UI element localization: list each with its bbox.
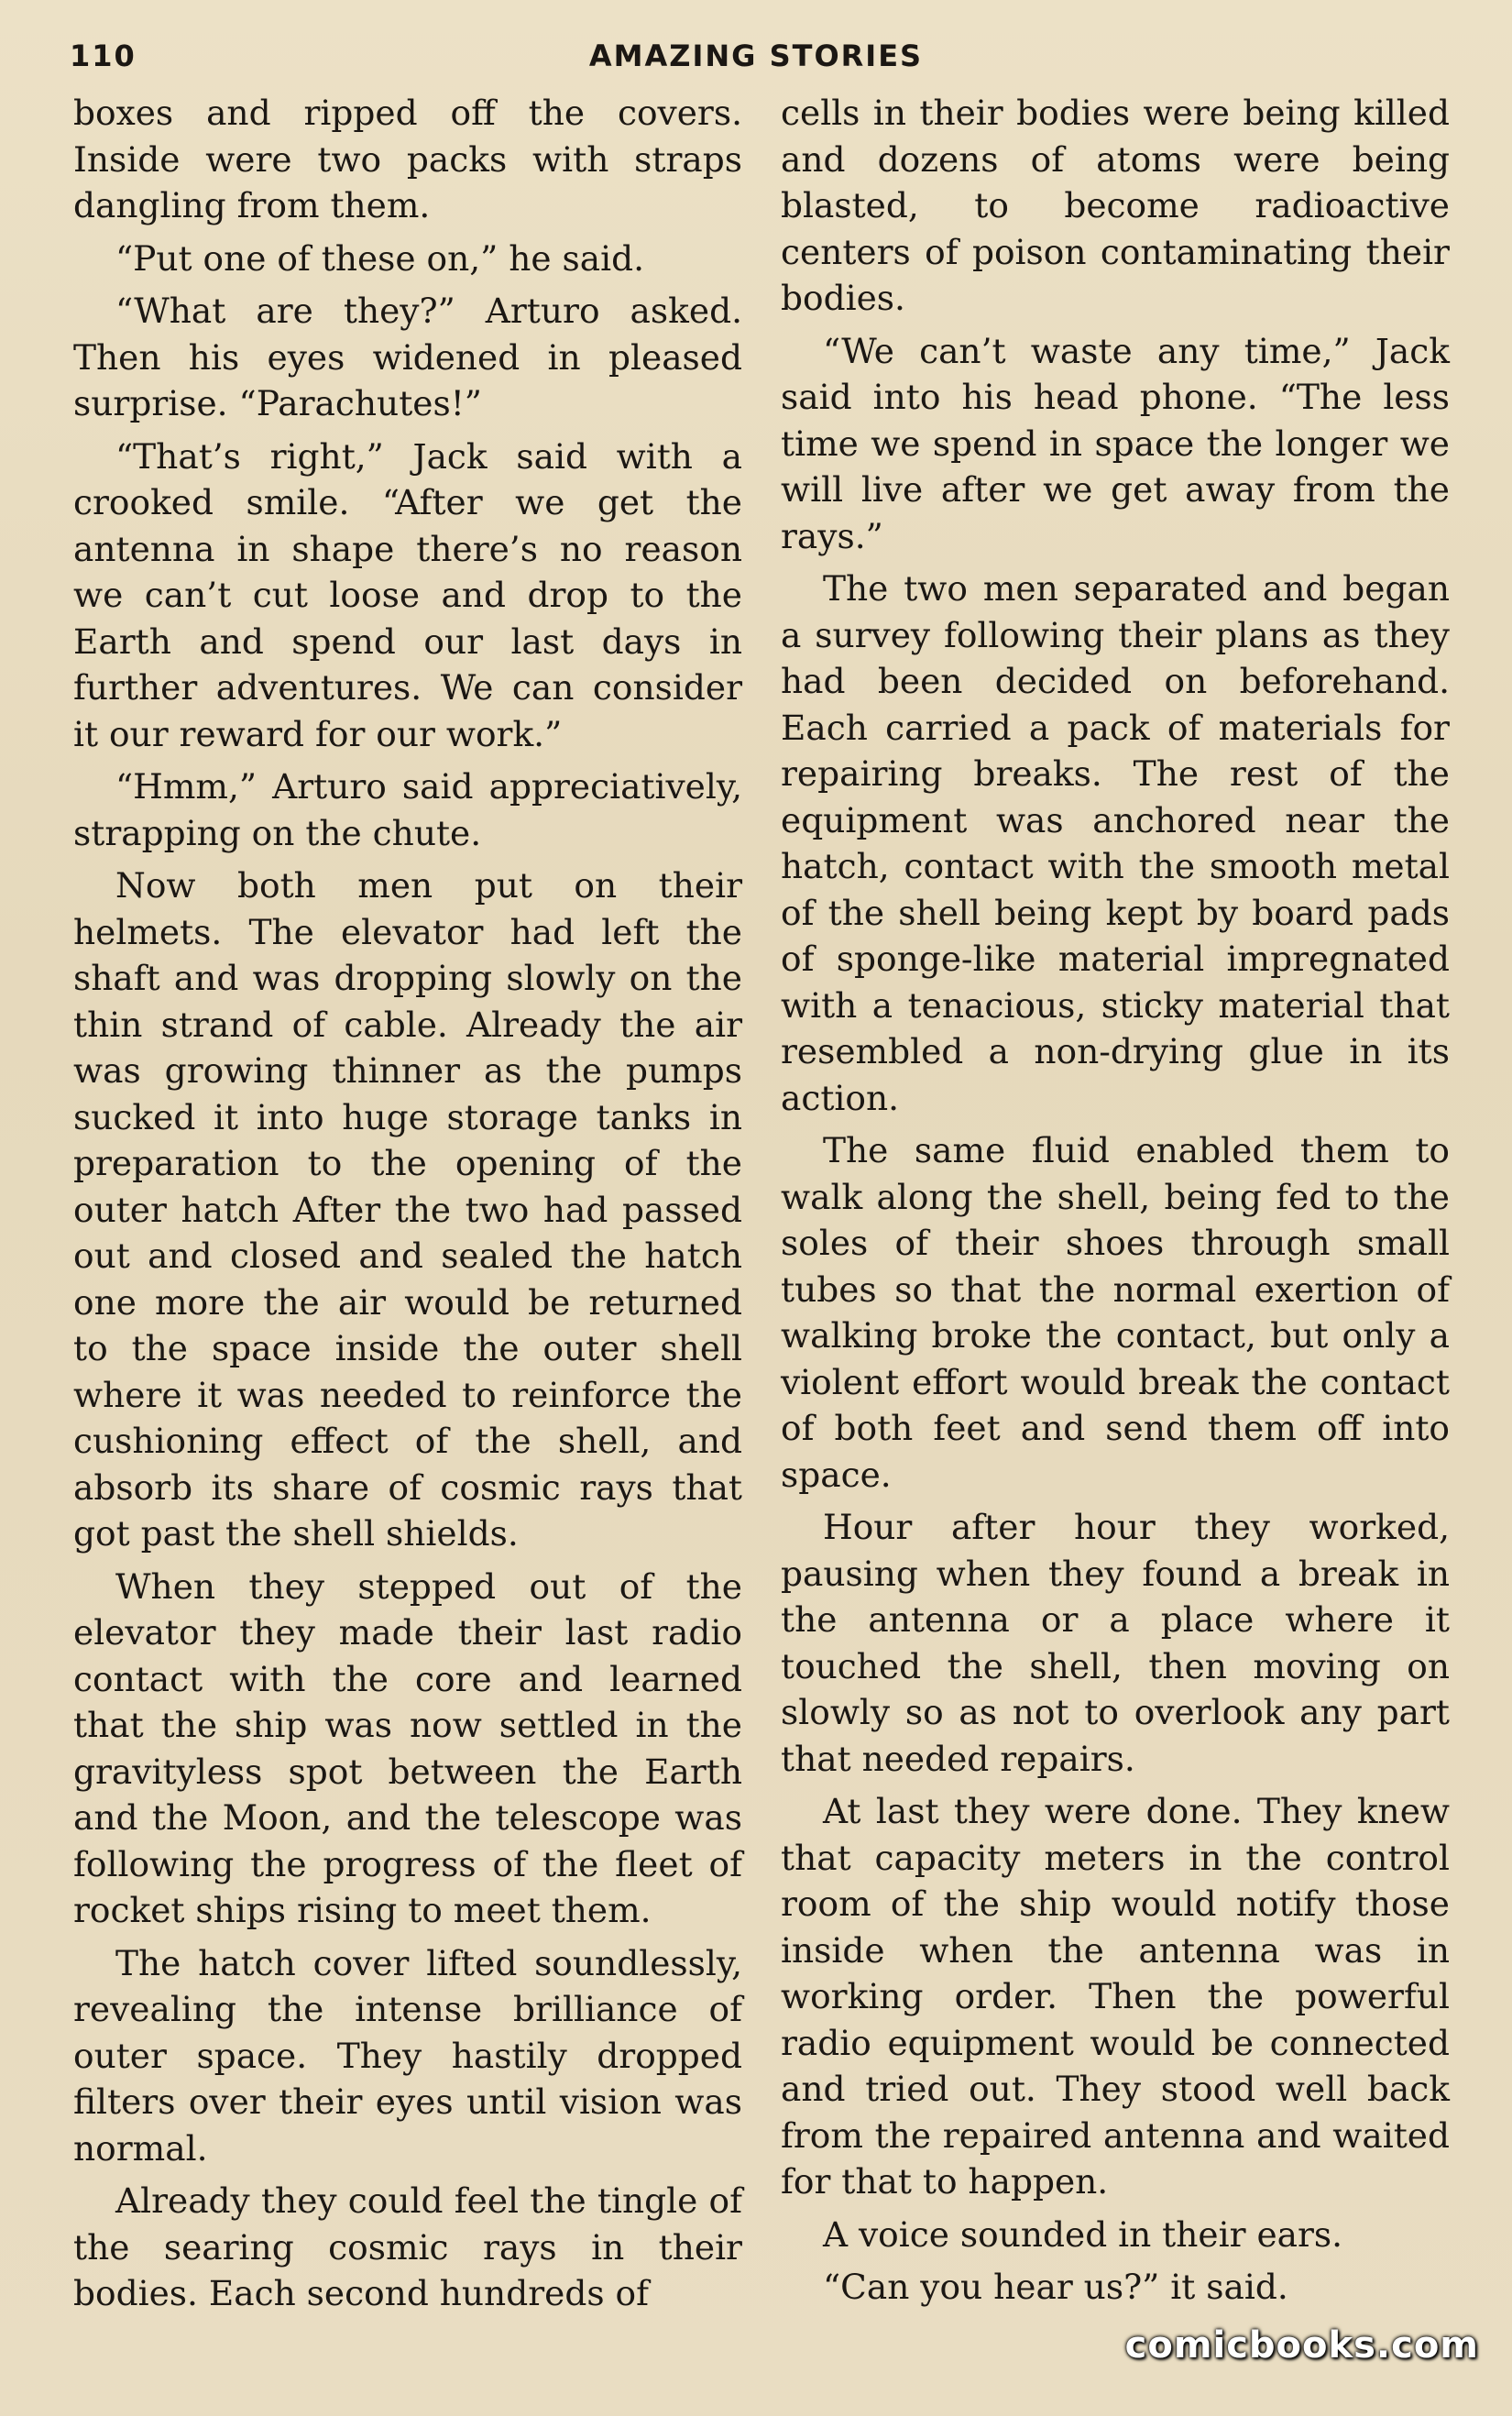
page-number: 110: [70, 38, 137, 73]
magazine-title: AMAZING STORIES: [588, 38, 924, 73]
right-text-column: [781, 90, 1450, 2317]
page-header: [70, 38, 1442, 84]
paragraph: When they stepped out of the elevator they made their last radio contact with the core and learned that the ship was now settled in the gravityless spot between the Earth and the Moon, and the telescope was following the progress of the fleet of rocket ships rising to meet them.: [73, 1565, 742, 1930]
paragraph: boxes and ripped off the covers. Inside were two packs with straps dangling from them.: [73, 93, 742, 225]
paragraph: Already they could feel the tingle of the searing cosmic rays in their bodies. Each second hundreds of: [73, 2180, 742, 2313]
paragraph: The two men separated and began a survey following their plans as they had been decided on beforehand. Each carried a pack of materials for repairing breaks. The rest of the equipment was anchored near the hatch, contact with the smooth metal of the shell being kept by board pads of sponge-like material impregnated with a tenacious, sticky material that resembled a non-drying glue in its action.: [781, 568, 1450, 1118]
paragraph: “What are they?” Arturo asked. Then his eyes widened in pleased surprise. “Parachutes!”: [73, 291, 742, 423]
paragraph: “Put one of these on,” he said.: [115, 237, 645, 279]
paragraph: The same fluid enabled them to walk along the shell, being fed to the soles of their shoes through small tubes so that the normal exertion of walking broke the contact, but only a violent effort would break the contact of both feet and send them off into space.: [781, 1130, 1450, 1495]
left-text-column: [73, 90, 742, 2323]
paragraph: “That’s right,” Jack said with a crooked smile. “After we get the antenna in shape there’s no reason we can’t cut loose and drop to the Earth and spend our last days in further adventures. We can consider it our reward for our work.”: [73, 435, 742, 754]
paragraph: “Hmm,” Arturo said appreciatively, strapping on the chute.: [73, 766, 742, 853]
paragraph: A voice sounded in their ears.: [823, 2213, 1343, 2255]
paragraph: Hour after hour they worked, pausing when they found a break in the antenna or a place where it touched the shell, then moving on slowly so as not to overlook any part that needed repairs.: [781, 1507, 1450, 1779]
site-watermark: comicbooks.com: [1124, 2324, 1479, 2367]
paragraph: The hatch cover lifted soundlessly, revealing the intense brilliance of outer space. They hastily dropped filters over their eyes until vision was normal.: [73, 1942, 742, 2169]
paragraph: “Can you hear us?” it said.: [823, 2267, 1288, 2307]
paragraph: Now both men put on their helmets. The elevator had left the shaft and was dropping slowly on the thin strand of cable. Already the air was growing thinner as the pumps sucked it into huge storage tanks in preparation to the opening of the outer hatch After the two had passed out and closed and sealed the hatch one more the air would be returned to the space inside the outer shell where it was needed to reinforce the cushioning effect of the shell, and absorb its share of cosmic rays that got past the shell shields.: [73, 865, 742, 1554]
paragraph: “We can’t waste any time,” Jack said into his head phone. “The less time we spend in space the longer we will live after we get away from the rays.”: [781, 330, 1450, 556]
paragraph: cells in their bodies were being killed and dozens of atoms were being blasted, to become radioactive centers of poison contaminating their bodies.: [781, 93, 1450, 318]
paragraph: At last they were done. They knew that capacity meters in the control room of the ship would notify those inside when the antenna was in working order. Then the powerful radio equipment would be connected and tried out. They stood well back from the repaired antenna and waited for that to happen.: [781, 1791, 1450, 2202]
